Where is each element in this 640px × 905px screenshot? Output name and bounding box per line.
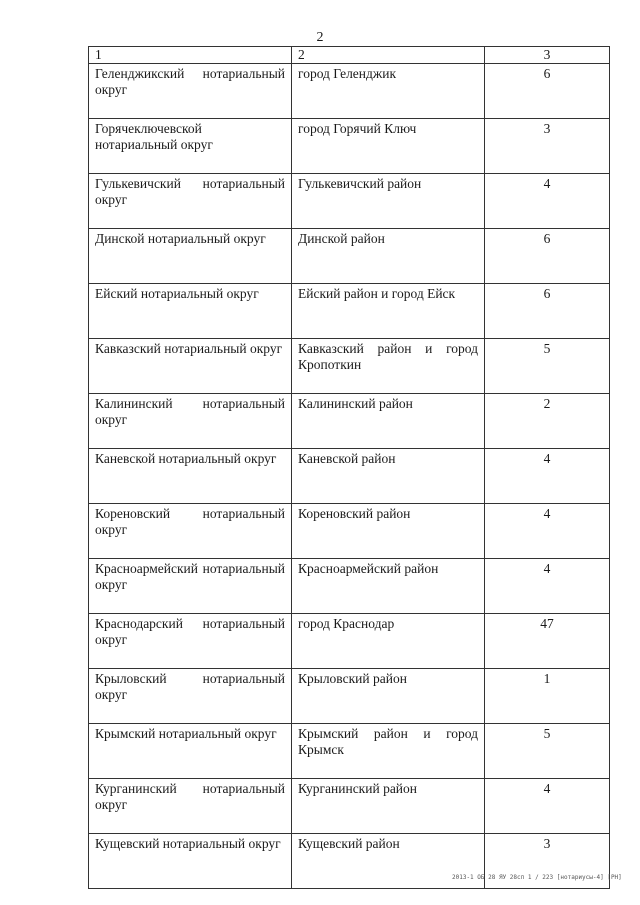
district-name-cell [89, 504, 292, 559]
territory-cell [292, 339, 485, 394]
district-name: Каневской нотариальный округ [95, 451, 277, 466]
notary-districts-table [88, 46, 610, 889]
district-name-cell [89, 559, 292, 614]
territory-name: Крымский район и город Крымск [298, 726, 478, 757]
district-name: Калининский нотариальный округ [95, 396, 285, 427]
territory-name: Ейский район и город Ейск [298, 286, 456, 301]
table-row [89, 64, 610, 119]
table-row [89, 174, 610, 229]
territory-cell [292, 284, 485, 339]
district-name-cell [89, 119, 292, 174]
territory-name: город Горячий Ключ [298, 121, 417, 136]
district-name-cell [89, 229, 292, 284]
table-body [89, 47, 610, 889]
territory-cell [292, 394, 485, 449]
territory-name: Крыловский район [298, 671, 407, 686]
district-name-cell [89, 834, 292, 889]
notary-count-cell: 6 [485, 284, 610, 339]
territory-cell [292, 614, 485, 669]
district-name: Горячеключевской нотариальный округ [95, 121, 213, 152]
district-name: Крымский нотариальный округ [95, 726, 277, 741]
district-name-cell [89, 614, 292, 669]
territory-cell [292, 229, 485, 284]
table-row [89, 394, 610, 449]
district-name: Геленджикский нотариальный округ [95, 66, 285, 97]
district-name-cell [89, 174, 292, 229]
territory-name: Динской район [298, 231, 385, 246]
district-name: Гулькевичский нотариальный округ [95, 176, 285, 207]
notary-count-cell: 4 [485, 449, 610, 504]
table-row [89, 229, 610, 284]
territory-cell [292, 119, 485, 174]
column-header-3: 3 [485, 47, 610, 64]
territory-name: Курганинский район [298, 781, 418, 796]
territory-cell [292, 669, 485, 724]
territory-cell [292, 559, 485, 614]
table-row [89, 449, 610, 504]
notary-count-cell: 2 [485, 394, 610, 449]
table-row [89, 559, 610, 614]
notary-count-cell: 6 [485, 229, 610, 284]
district-name: Курганинский нотариальный округ [95, 781, 285, 812]
district-name: Кущевский нотариальный округ [95, 836, 281, 851]
district-name-cell [89, 394, 292, 449]
table-header-row [89, 47, 610, 64]
district-name-cell [89, 669, 292, 724]
notary-count-cell: 3 [485, 119, 610, 174]
district-name-cell [89, 724, 292, 779]
table-row [89, 669, 610, 724]
notary-count-cell: 5 [485, 724, 610, 779]
territory-cell [292, 449, 485, 504]
page-number: 2 [316, 30, 324, 45]
column-header-2: 2 [292, 47, 485, 64]
territory-name: Калининский район [298, 396, 413, 411]
notary-count-cell: 4 [485, 504, 610, 559]
territory-name: Каневской район [298, 451, 396, 466]
district-name-cell [89, 339, 292, 394]
table-row [89, 119, 610, 174]
district-name: Кавказский нотариальный округ [95, 341, 283, 356]
territory-cell [292, 174, 485, 229]
district-name: Кореновский нотариальный округ [95, 506, 285, 537]
notary-count-cell: 5 [485, 339, 610, 394]
territory-cell [292, 779, 485, 834]
territory-cell [292, 64, 485, 119]
notary-count-cell: 3 [485, 834, 610, 889]
notary-count-cell: 6 [485, 64, 610, 119]
district-name: Ейский нотариальный округ [95, 286, 259, 301]
district-name: Динской нотариальный округ [95, 231, 266, 246]
table-row [89, 779, 610, 834]
district-name: Красноармейский нотариальный округ [95, 561, 285, 592]
district-name: Крыловский нотариальный округ [95, 671, 285, 702]
territory-name: Кореновский район [298, 506, 411, 521]
table-row [89, 339, 610, 394]
territory-name: Кавказский район и город Кропоткин [298, 341, 478, 372]
document-footer-code: 2013-1 ОБ 28 ЯУ 28сп 1 / 223 [нотариусы-4] [РН] [452, 874, 622, 881]
notary-count-cell: 4 [485, 559, 610, 614]
territory-name: Гулькевичский район [298, 176, 422, 191]
district-name-cell [89, 449, 292, 504]
territory-name: Кущевский район [298, 836, 400, 851]
district-name-cell [89, 284, 292, 339]
notary-count-cell: 47 [485, 614, 610, 669]
district-name-cell [89, 779, 292, 834]
notary-count-cell: 1 [485, 669, 610, 724]
table-row [89, 724, 610, 779]
table-row [89, 614, 610, 669]
table-row [89, 504, 610, 559]
territory-name: город Краснодар [298, 616, 395, 631]
district-name-cell [89, 64, 292, 119]
notary-count-cell: 4 [485, 779, 610, 834]
table-row [89, 284, 610, 339]
territory-name: город Геленджик [298, 66, 397, 81]
district-name: Краснодарский нотариальный округ [95, 616, 285, 647]
territory-cell [292, 724, 485, 779]
territory-cell [292, 504, 485, 559]
territory-name: Красноармейский район [298, 561, 439, 576]
notary-count-cell: 4 [485, 174, 610, 229]
column-header-1: 1 [89, 47, 292, 64]
